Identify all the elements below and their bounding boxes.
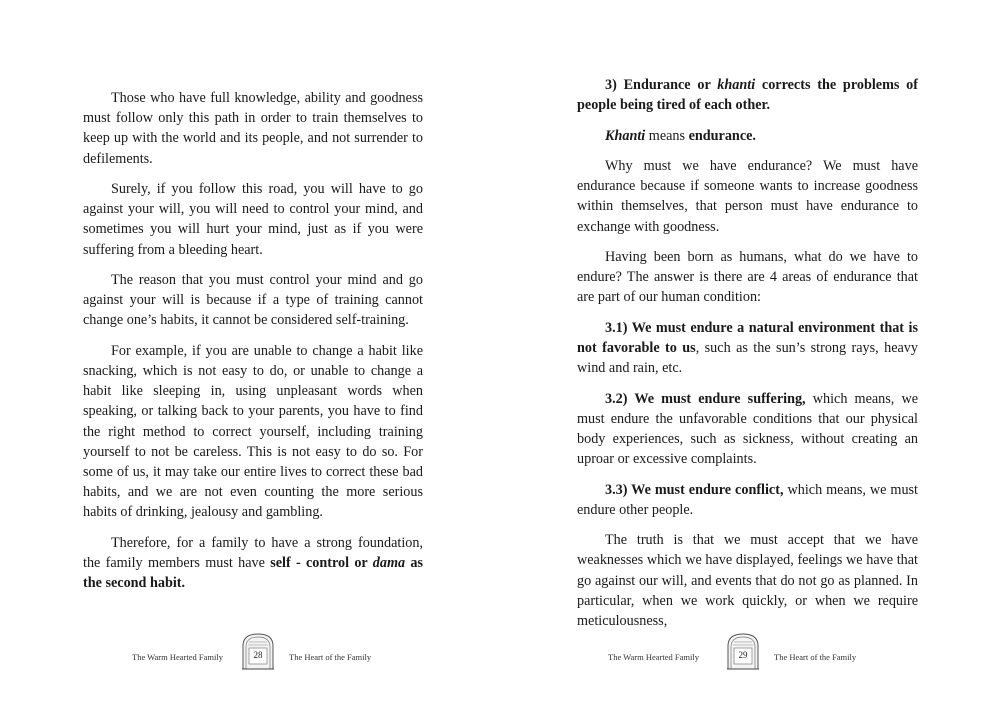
footer-book-title: The Warm Hearted Family <box>608 652 699 662</box>
right-page-footer <box>500 632 1000 672</box>
conclusion-italic-term: dama <box>372 555 406 572</box>
paragraph-conclusion <box>83 533 423 594</box>
conclusion-bold: self - control or <box>270 555 373 572</box>
page-number: 28 <box>253 650 263 660</box>
heading-italic-term: khanti <box>717 77 756 93</box>
definition: Khanti means endurance. <box>605 127 756 144</box>
right-page-body <box>577 75 918 641</box>
footer-book-title: The Warm Hearted Family <box>132 652 223 662</box>
endurance-point-1: 3.1) We must endure a natural environment that is not favorable to us, such as the sun’s strong rays, heavy wind and rain, etc. <box>577 319 918 377</box>
paragraph: Those who have full knowledge, ability and goodness must follow only this path in order to train themselves to keep up with the world and its people, and not surrender to defilements. <box>83 90 423 167</box>
page-number: 29 <box>738 650 748 660</box>
left-page-footer <box>0 632 500 672</box>
paragraph: The truth is that we must accept that we have weaknesses which we have displayed, feelings we have that go against our will, and events that do not go as planned. In particular, when we work quickly, or when we require meticulousness, <box>577 532 918 629</box>
right-page <box>500 0 1000 707</box>
conclusion-lead: Therefore, for a family to have a strong foundation, the family members must have <box>83 534 423 572</box>
endurance-point-2: 3.2) We must endure suffering, which means, we must endure the unfavorable conditions that our physical body experiences, such as sickness, without creating an uproar or excessive complaints. <box>577 390 918 468</box>
page-number-ornament <box>240 632 276 670</box>
footer-chapter-title: The Heart of the Family <box>774 652 857 662</box>
page-number-ornament <box>725 632 761 670</box>
section-heading: 3) Endurance or khanti corrects the problems of people being tired of each other. <box>577 77 919 114</box>
left-page-body <box>83 88 423 604</box>
definition-term: Khanti <box>605 127 646 144</box>
paragraph: Surely, if you follow this road, you will have to go against your will, you will need to control your mind, and sometimes you will hurt your mind, just as if you were suffering from a bleeding heart. <box>83 181 423 258</box>
definition-meaning: endurance. <box>688 127 756 144</box>
paragraph: Why must we have endurance? We must have endurance because if someone wants to increase goodness within themselves, that person must have endurance to exchange with goodness. <box>577 157 918 235</box>
conclusion-bold-end: as the second habit. <box>83 555 423 592</box>
endurance-point-3: 3.3) We must endure conflict, which means, we must endure other people. <box>577 481 918 518</box>
paragraph: Having been born as humans, what do we have to endure? The answer is there are 4 areas of endurance that are part of our human condition: <box>577 248 918 306</box>
paragraph: For example, if you are unable to change a habit like snacking, which is not easy to do, or unable to change a habit like sleeping in, using unpleasant words when speaking, or talking back to your parents, you have to find the right method to correct yourself, including training yourself to not be careless. This is not easy to do so. For some of us, it may take our entire lives to correct these bad habits, and we are not even counting the more serious habits of drinking, jealousy and gambling. <box>83 342 423 521</box>
paragraph: The reason that you must control your mind and go against your will is because if a type of training cannot change one’s habits, it cannot be considered self-training. <box>83 272 423 329</box>
footer-chapter-title: The Heart of the Family <box>289 652 372 662</box>
